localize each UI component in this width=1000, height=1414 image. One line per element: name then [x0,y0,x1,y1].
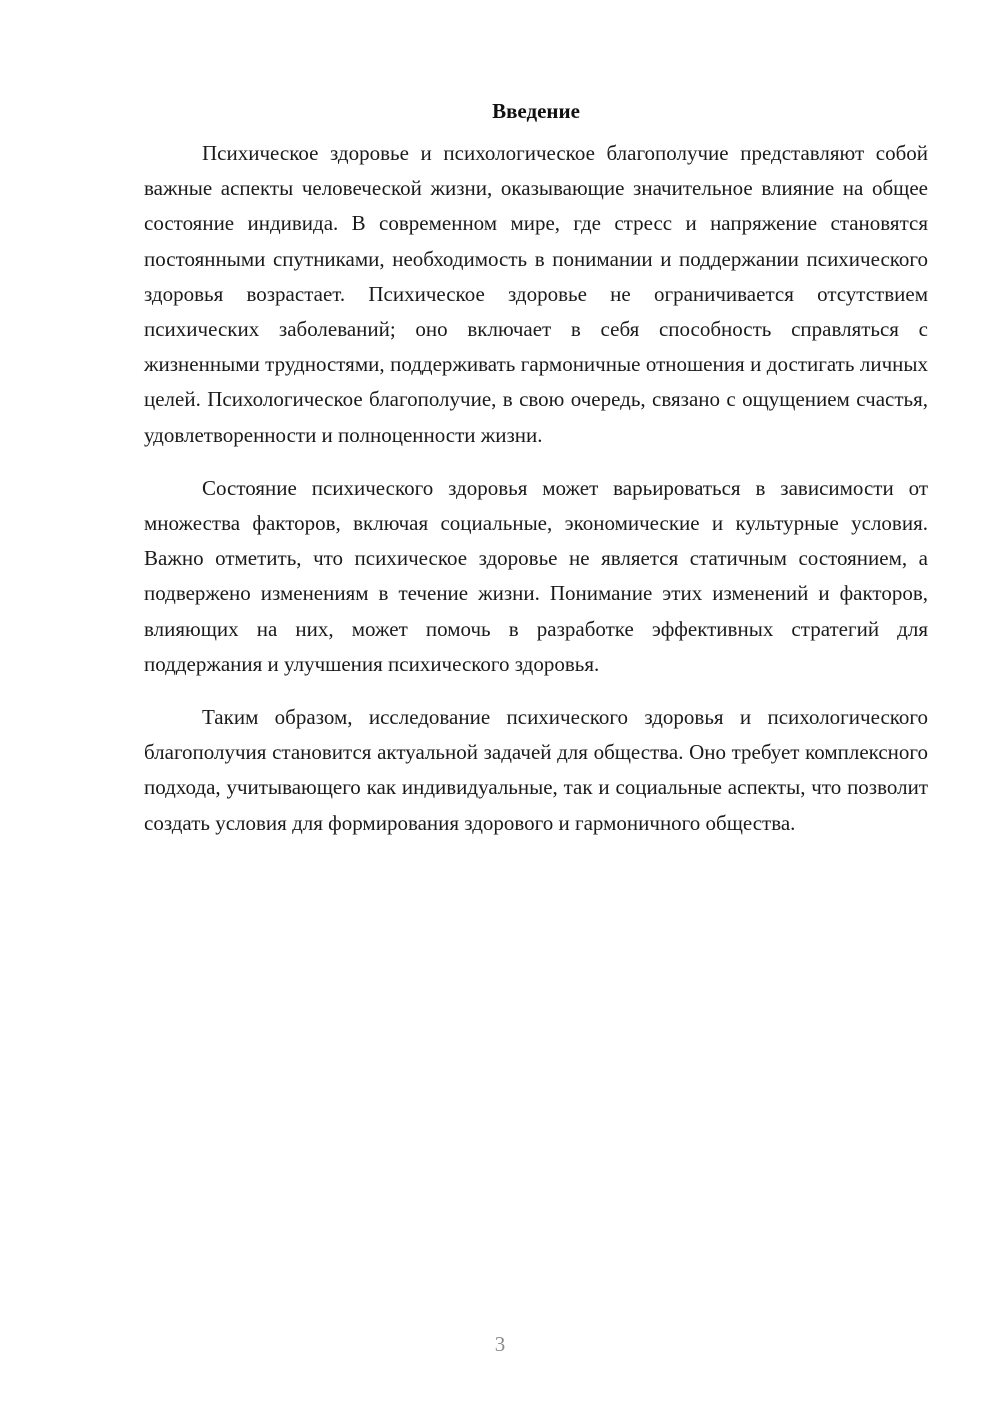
paragraph-2: Состояние психического здоровья может варьироваться в зависимости от множества факторов, включая социальные, экономические и культурные условия. Важно отметить, что психическое здоровье не является статичным состоянием, а подвержено изменениям в течение жизни. Понимание этих изменений и факторов, влияющих на них, может помочь в разработке эффективных стратегий для поддержания и улучшения психического здоровья. [144,475,928,676]
document-body [144,96,928,859]
section-title: Введение [492,99,580,123]
paragraph-1: Психическое здоровье и психологическое благополучие представляют собой важные аспекты человеческой жизни, оказывающие значительное влияние на общее состояние индивида. В современном мире, где стресс и напряжение становятся постоянными спутниками, необходимость в понимании и поддержании психического здоровья возрастает. Психическое здоровье не ограничивается отсутствием психических заболеваний; оно включает в себя способность справляться с жизненными трудностями, поддерживать гармоничные отношения и достигать личных целей. Психологическое благополучие, в свою очередь, связано с ощущением счастья, удовлетворенности и полноценности жизни. [144,141,928,447]
page-number: 3 [494,1332,506,1356]
paragraph-3: Таким образом, исследование психического здоровья и психологического благополучия становится актуальной задачей для общества. Оно требует комплексного подхода, учитывающего как индивидуальные, так и социальные аспекты, что позволит создать условия для формирования здорового и гармоничного общества. [144,705,928,835]
